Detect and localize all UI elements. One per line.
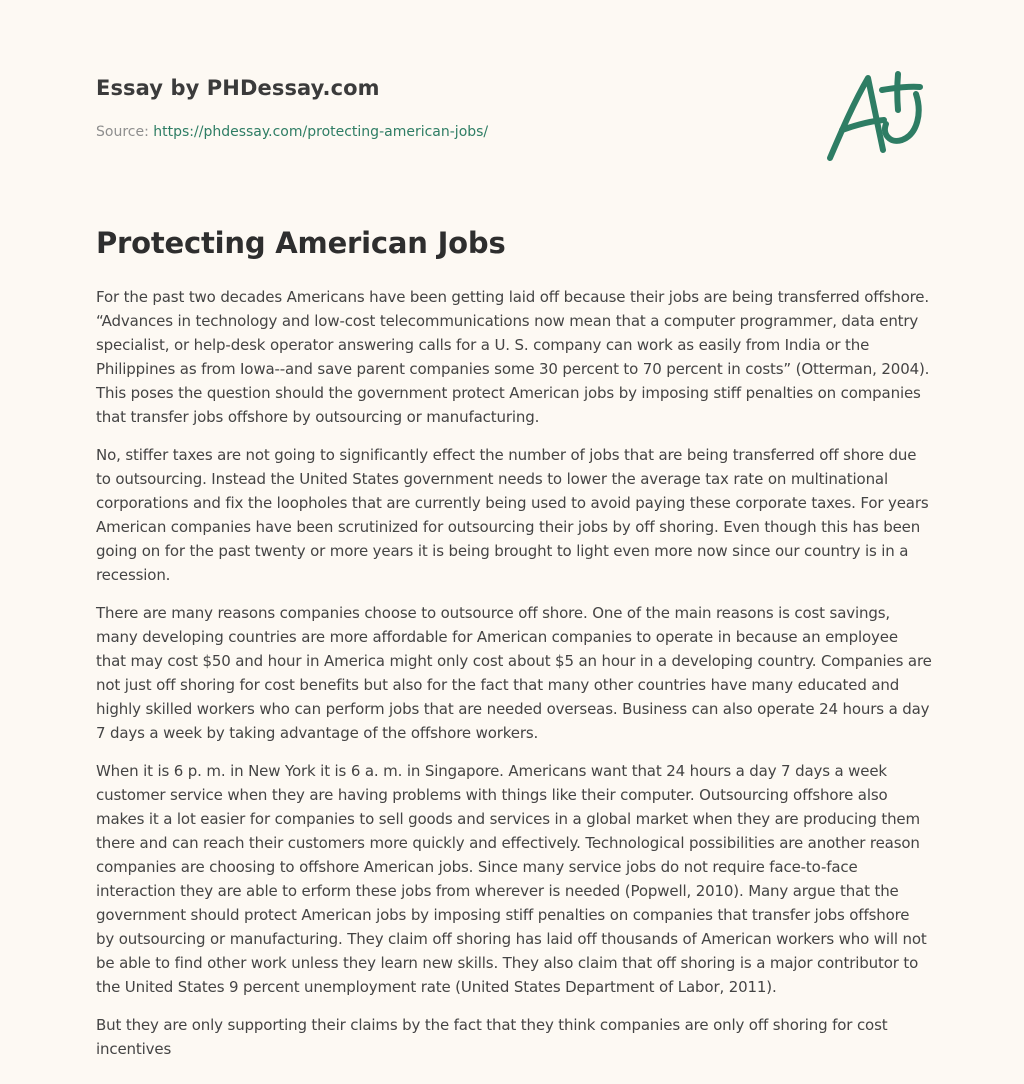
source-line bbox=[96, 124, 488, 140]
essay-paragraph: For the past two decades Americans have been getting laid off because their jobs are being transferred offshore. “Advances in technology and low-cost telecommunications now mean that a computer programmer, data entry specialist, or help-desk operator answering calls for a U. S. company can work as easily from India or the Philippines as from Iowa--and save parent companies some 30 percent to 70 percent in costs” (Otterman, 2004). This poses the question should the government protect American jobs by imposing stiff penalties on companies that transfer jobs offshore by outsourcing or manufacturing. bbox=[96, 288, 930, 426]
site-title: Essay by PHDessay.com bbox=[96, 76, 380, 100]
essay-paragraph: No, stiffer taxes are not going to significantly effect the number of jobs that are being transferred off shore due to outsourcing. Instead the United States government needs to lower the average tax rate on multinational corporations and fix the loopholes that are currently being used to avoid paying these corporate taxes. For years American companies have been scrutinized for outsourcing their jobs by off shoring. Even though this has been going on for the past twenty or more years it is being brought to light even more now since our country is in a recession. bbox=[96, 446, 929, 584]
source-label: Source: bbox=[96, 124, 154, 140]
essay-paragraph: There are many reasons companies choose to outsource off shore. One of the main reasons is cost savings, many developing countries are more affordable for American companies to operate in because an employee that may cost $50 and hour in America might only cost about $5 an hour in a developing country. Companies are not just off shoring for cost benefits but also for the fact that many other countries have many educated and highly skilled workers who can perform jobs that are needed overseas. Business can also operate 24 hours a day 7 days a week by taking advantage of the offshore workers. bbox=[96, 604, 932, 742]
essay-body bbox=[96, 285, 932, 1075]
essay-paragraph: When it is 6 p. m. in New York it is 6 a. m. in Singapore. Americans want that 24 hours a day 7 days a week customer service when they are having problems with things like their computer. Outsourcing offshore also makes it a lot easier for companies to sell goods and services in a global market when they are producing them there and can reach their customers more quickly and effectively. Technological possibilities are another reason companies are choosing to offshore American jobs. Since many service jobs do not require face-to-face interaction they are able to erform these jobs from wherever is needed (Popwell, 2010). Many argue that the government should protect American jobs by imposing stiff penalties on companies that transfer jobs offshore by outsourcing or manufacturing. They claim off shoring has laid off thousands of American workers who will not be able to find other work unless they learn new skills. They also claim that off shoring is a major contributor to the United States 9 percent unemployment rate (United States Department of Labor, 2011). bbox=[96, 762, 927, 996]
essay-title: Protecting American Jobs bbox=[96, 226, 506, 260]
source-link[interactable]: https://phdessay.com/protecting-american-jobs/ bbox=[153, 124, 489, 140]
essay-paragraph: But they are only supporting their claims by the fact that they think companies are only off shoring for cost incentives bbox=[96, 1016, 888, 1058]
a-plus-logo bbox=[820, 68, 930, 164]
